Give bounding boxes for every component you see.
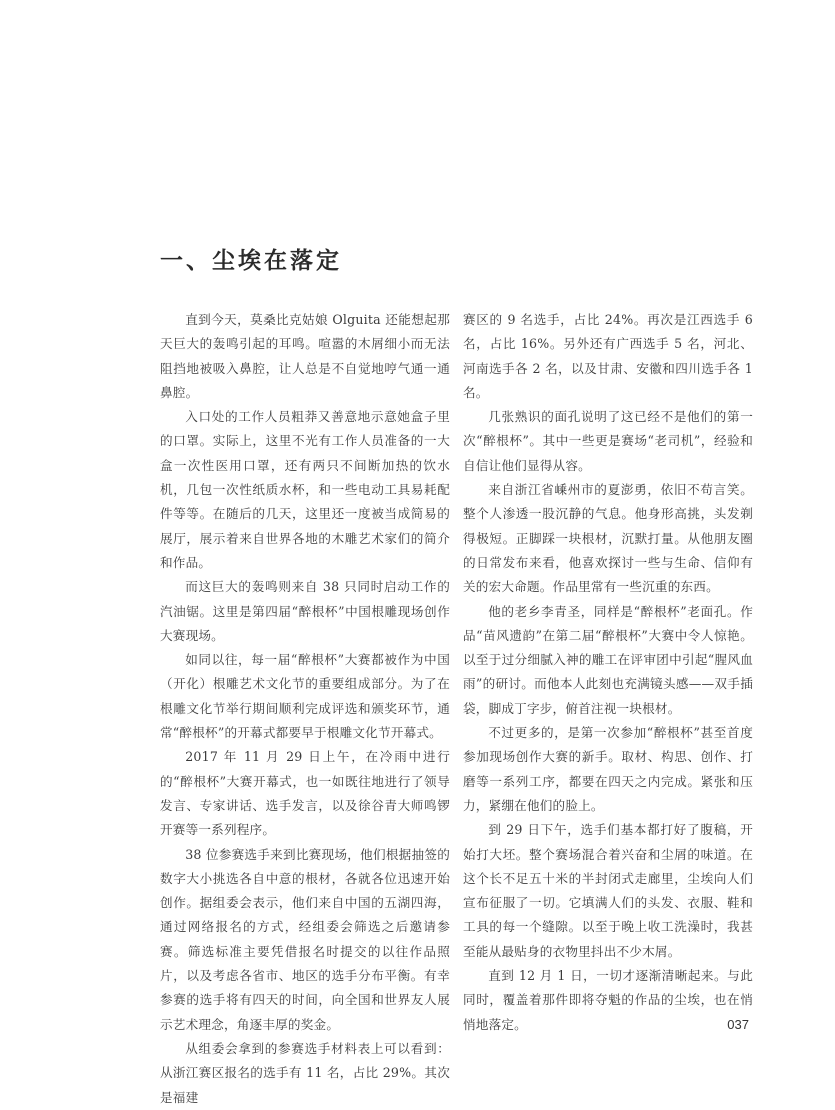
paragraph: 来自浙江省嵊州市的夏澎勇，依旧不苟言笑。整个人渗透一股沉静的气息。他身形高挑，头发剃得极短。正脚踩一块根材，沉默打量。从他朋友圈的日常发布来看，他喜欢探讨一些与生命、信仰有关的宏大命题。作品里常有一些沉重的东西。 [463,482,753,595]
page-number: 037 [727,1017,749,1032]
paragraph: 直到今天，莫桑比克姑娘 Olguita 还能想起那天巨大的轰鸣引起的耳鸣。喧嚣的木屑细小而无法阻挡地被吸入鼻腔，让人总是不自觉地哼气通一通鼻腔。 [160,312,450,400]
paragraph: 而这巨大的轰鸣则来自 38 只同时启动工作的汽油锯。这里是第四届“醉根杯”中国根雕现场创作大赛现场。 [160,579,450,643]
paragraph: 他的老乡李青圣，同样是“醉根杯”老面孔。作品“苗风遗韵”在第二届“醉根杯”大赛中令人惊艳。以至于过分细腻入神的雕工在评审团中引起“腥风血雨”的研讨。而他本人此刻也充满镜头感——双手插袋，脚成丁字步，俯首注视一块根材。 [463,603,753,716]
paragraph: 从组委会拿到的参赛选手材料表上可以看到：从浙江赛区报名的选手有 11 名，占比 29%。其次是福建 [160,1040,450,1105]
paragraph: 入口处的工作人员粗莽又善意地示意她盒子里的口罩。实际上，这里不光有工作人员准备的一大盒一次性医用口罩，还有两只不间断加热的饮水机，几包一次性纸质水杯，和一些电动工具易耗配件等等。在随后的几天，这里还一度被当成简易的展厅，展示着来自世界各地的木雕艺术家们的简介和作品。 [160,409,450,570]
paragraph-continuation: 赛区的 9 名选手，占比 24%。再次是江西选手 6 名，占比 16%。另外还有广西选手 5 名，河北、河南选手各 2 名，以及甘肃、安徽和四川选手各 1 名。 [463,312,753,400]
chapter-title: 一、尘埃在落定 [160,247,342,274]
paragraph: 不过更多的，是第一次参加“醉根杯”甚至首度参加现场创作大赛的新手。取材、构思、创作、打磨等一系列工序，都要在四天之内完成。紧张和压力，紧绷在他们的脸上。 [463,725,753,813]
right-column [463,308,753,1037]
left-column [160,308,450,1110]
paragraph: 如同以往，每一届“醉根杯”大赛都被作为中国（开化）根雕艺术文化节的重要组成部分。为了在根雕文化节举行期间顺利完成评选和颁奖环节，通常“醉根杯”的开幕式都要早于根雕文化节开幕式。 [160,652,450,741]
paragraph: 2017 年 11 月 29 日上午，在冷雨中进行的“醉根杯”大赛开幕式，也一如既往地进行了领导发言、专家讲话、选手发言，以及徐谷青大师鸣锣开赛等一系列程序。 [160,749,450,838]
paragraph: 到 29 日下午，选手们基本都打好了腹稿，开始打大坯。整个赛场混合着兴奋和尘屑的味道。在这个长不足五十米的半封闭式走廊里，尘埃向人们宣布征服了一切。它填满人们的头发、衣服、鞋和工具的每一个缝隙。以至于晚上收工洗澡时，我甚至能从最贴身的衣物里抖出不少木屑。 [463,822,753,959]
paragraph: 几张熟识的面孔说明了这已经不是他们的第一次“醉根杯”。其中一些更是赛场“老司机”，经验和自信让他们显得从容。 [463,409,753,473]
paragraph: 直到 12 月 1 日，一切才逐渐清晰起来。与此同时，覆盖着那件即将夺魁的作品的尘埃，也在悄悄地落定。 [463,968,753,1032]
paragraph: 38 位参赛选手来到比赛现场，他们根据抽签的数字大小挑选各自中意的根材，各就各位迅速开始创作。据组委会表示，他们来自中国的五湖四海，通过网络报名的方式，经组委会筛选之后邀请参赛。筛选标准主要凭借报名时提交的以往作品照片，以及考虑各省市、地区的选手分布平衡。有幸参赛的选手将有四天的时间，向全国和世界友人展示艺术理念，角逐丰厚的奖金。 [160,846,450,1032]
